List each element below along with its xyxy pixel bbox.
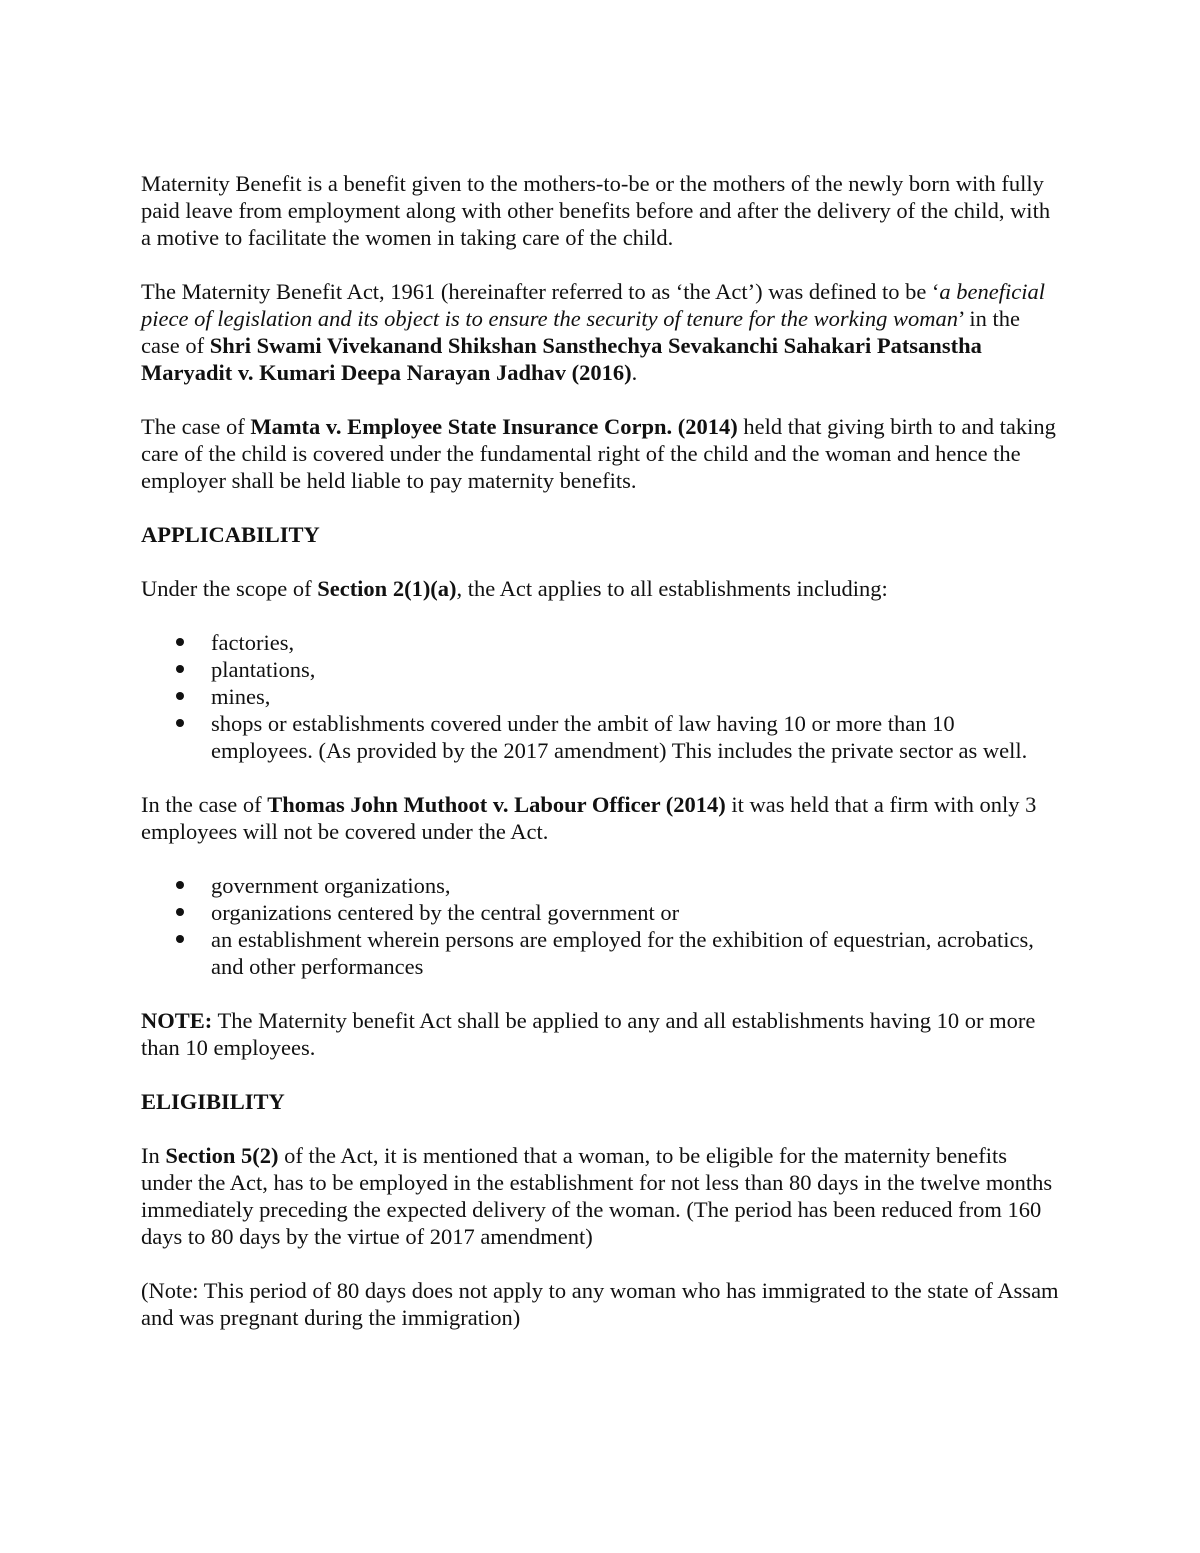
- list-item: [141, 710, 1061, 764]
- organizations-list: [141, 872, 1061, 980]
- bullet-icon: [176, 692, 184, 700]
- list-item-text: organizations centered by the central government or: [211, 900, 680, 925]
- list-item-text: an establishment wherein persons are employed for the exhibition of equestrian, acrobatics, and other performances: [211, 927, 1034, 979]
- act-definition-text-2: ’ in the case of: [141, 306, 1021, 358]
- bullet-icon: [176, 935, 184, 943]
- muthoot-paragraph: [141, 791, 1061, 845]
- list-item-text: factories,: [211, 630, 295, 655]
- scope-text-2: , the Act applies to all establishments including:: [456, 576, 888, 601]
- heading-eligibility: ELIGIBILITY: [141, 1089, 285, 1114]
- list-item-text: mines,: [211, 684, 271, 709]
- case-name-vivekanand: Shri Swami Vivekanand Shikshan Sansthechya Sevakanchi Sahakari Patsanstha Maryadit v. Kumari Deepa Narayan Jadhav (2016): [141, 333, 982, 385]
- case-name-mamta: Mamta v. Employee State Insurance Corpn. (2014): [250, 414, 738, 439]
- note-label: NOTE:: [141, 1008, 213, 1033]
- section-5-paragraph: [141, 1142, 1061, 1250]
- intro-text: Maternity Benefit is a benefit given to the mothers-to-be or the mothers of the newly born with fully paid leave from employment along with other benefits before and after the delivery of the child, with a motive to facilitate the women in taking care of the child.: [141, 171, 1051, 250]
- bullet-icon: [176, 908, 184, 916]
- list-item: [141, 872, 1061, 899]
- section-5-text-2: of the Act, it is mentioned that a woman, to be eligible for the maternity benefits under the Act, has to be employed in the establishment for not less than 80 days in the twelve months immediately preceding the expected delivery of the woman. (The period has been reduced from 160 days to 80 days by the virtue of 2017 amendment): [141, 1143, 1053, 1249]
- case-name-muthoot: Thomas John Muthoot v. Labour Officer (2014): [267, 792, 726, 817]
- act-definition-quote: a beneficial piece of legislation and its object is to ensure the security of tenure for the working woman: [141, 279, 1046, 331]
- act-definition-text: The Maternity Benefit Act, 1961 (hereinafter referred to as ‘the Act’) was defined to be ‘: [141, 279, 940, 304]
- section-2-1-a: Section 2(1)(a): [317, 576, 457, 601]
- mamta-text: The case of: [141, 414, 251, 439]
- scope-paragraph: [141, 575, 1061, 602]
- note-text: The Maternity benefit Act shall be applied to any and all establishments having 10 or more than 10 employees.: [141, 1008, 1036, 1060]
- bullet-icon: [176, 719, 184, 727]
- act-definition-paragraph: [141, 278, 1061, 386]
- list-item-text: plantations,: [211, 657, 316, 682]
- list-item: [141, 683, 1061, 710]
- list-item: [141, 656, 1061, 683]
- note-paragraph: [141, 1007, 1061, 1061]
- list-item: [141, 899, 1061, 926]
- mamta-text-2: held that giving birth to and taking care of the child is covered under the fundamental right of the child and the woman and hence the employer shall be held liable to pay maternity benefits.: [141, 414, 1056, 493]
- bullet-icon: [176, 638, 184, 646]
- mamta-paragraph: [141, 413, 1061, 494]
- list-item-text: government organizations,: [211, 873, 451, 898]
- list-item-text: shops or establishments covered under the ambit of law having 10 or more than 10 employees. (As provided by the 2017 amendment) This includes the private sector as well.: [211, 711, 1028, 763]
- section-5-2: Section 5(2): [165, 1143, 279, 1168]
- assam-note-paragraph: [141, 1277, 1061, 1331]
- list-item: [141, 926, 1061, 980]
- muthoot-text: In the case of: [141, 792, 268, 817]
- assam-note-text: (Note: This period of 80 days does not apply to any woman who has immigrated to the state of Assam and was pregnant during the immigration): [141, 1278, 1059, 1330]
- bullet-icon: [176, 665, 184, 673]
- section-5-text: In: [141, 1143, 166, 1168]
- heading-applicability: APPLICABILITY: [141, 522, 320, 547]
- muthoot-text-2: it was held that a firm with only 3 employees will not be covered under the Act.: [141, 792, 1037, 844]
- list-item: [141, 629, 1061, 656]
- document-body: [141, 170, 1061, 1358]
- act-definition-end: .: [631, 360, 638, 385]
- bullet-icon: [176, 881, 184, 889]
- establishments-list: [141, 629, 1061, 764]
- intro-paragraph: [141, 170, 1061, 251]
- scope-text: Under the scope of: [141, 576, 318, 601]
